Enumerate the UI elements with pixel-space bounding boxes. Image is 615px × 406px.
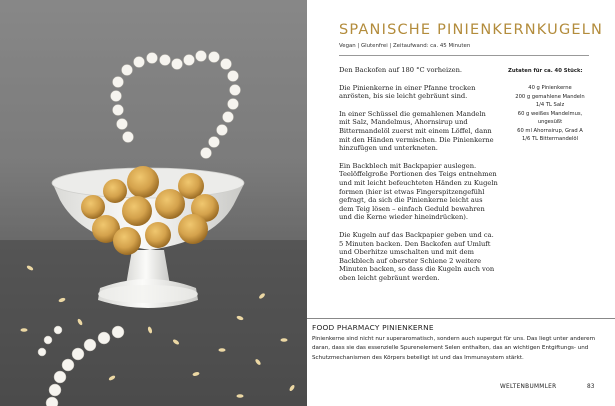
ingredient-item: 60 ml Ahornsirup, Grad A — [517, 127, 583, 134]
bowl-of-cookies-image — [0, 0, 307, 406]
ingredient-item: 1/4 TL Salz — [535, 102, 565, 108]
ingredient-item: 60 g weißes Mandelmus, — [517, 110, 583, 117]
method-step: In einer Schüssel die gemahlenen Mandeln mit Salz, Mandelmus, Ahornsirup und Bittermandelöl zuerst mit einem Löffel, dann mit den Händen vermischen. Die Pinienkerne hinzufügen und unterkneten. — [339, 109, 494, 153]
ingredient-item: 200 g gemahlene Mandeln — [515, 93, 585, 100]
food-pharmacy-box — [312, 323, 602, 363]
food-pharmacy-title: FOOD PHARMACY PINIENKERNE — [312, 323, 434, 332]
food-pharmacy-text: Pinienkerne sind nicht nur superaromatisch, sondern auch supergut für uns. Das liegt unter anderem daran, dass sie das essenzielle Spurenelement Selen enthalten, das an wichtigen Entgiftungs- und Schutzmechanismen des Körpers beteiligt ist und das Immunsystem stärkt. — [312, 336, 596, 361]
recipe-page — [307, 0, 615, 406]
method-column — [339, 66, 499, 291]
method-step: Die Kugeln auf das Backpapier geben und ca. 5 Minuten backen. Den Backofen auf Umluft und Oberhitze umschalten und mit dem Backblech auf oberster Schiene 2 weitere Minuten backen, so dass die Kugeln auch von oben leicht gebräunt werden. — [339, 230, 495, 282]
section-label: WELTENBUMMLER — [500, 384, 557, 390]
page-number: 83 — [587, 384, 595, 390]
ingredient-item: 1/6 TL Bittermandelöl — [521, 136, 579, 142]
ingredient-item: ungesüßt — [537, 119, 563, 125]
section-divider — [307, 318, 615, 319]
ingredients-heading: Zutaten für ca. 40 Stück: — [508, 68, 583, 74]
cookie-bowl-photo — [0, 0, 307, 406]
ingredients-column — [508, 68, 592, 144]
method-step: Den Backofen auf 180 °C vorheizen. — [339, 66, 463, 74]
method-step: Ein Backblech mit Backpapier auslegen. Teelöffelgroße Portionen des Teigs entnehmen und mit leicht befeuchteten Händen zu Kugeln formen (hier ist etwas Fingerspitzengefühl gefragt, da sich die Pinienkerne leicht aus dem Teig lösen – einfach Geduld bewahren und die Kerne wieder hineindrücken). — [339, 161, 498, 222]
title-divider — [339, 55, 589, 56]
method-step: Die Pinienkerne in einer Pfanne trocken anrösten, bis sie leicht gebräunt sind. — [339, 83, 476, 101]
ingredient-item: 40 g Pinienkerne — [528, 85, 572, 91]
recipe-tags: Vegan | Glutenfrei | Zeitaufwand: ca. 45 Minuten — [339, 43, 471, 49]
recipe-title: SPANISCHE PINIENKERNKUGELN — [339, 22, 604, 38]
